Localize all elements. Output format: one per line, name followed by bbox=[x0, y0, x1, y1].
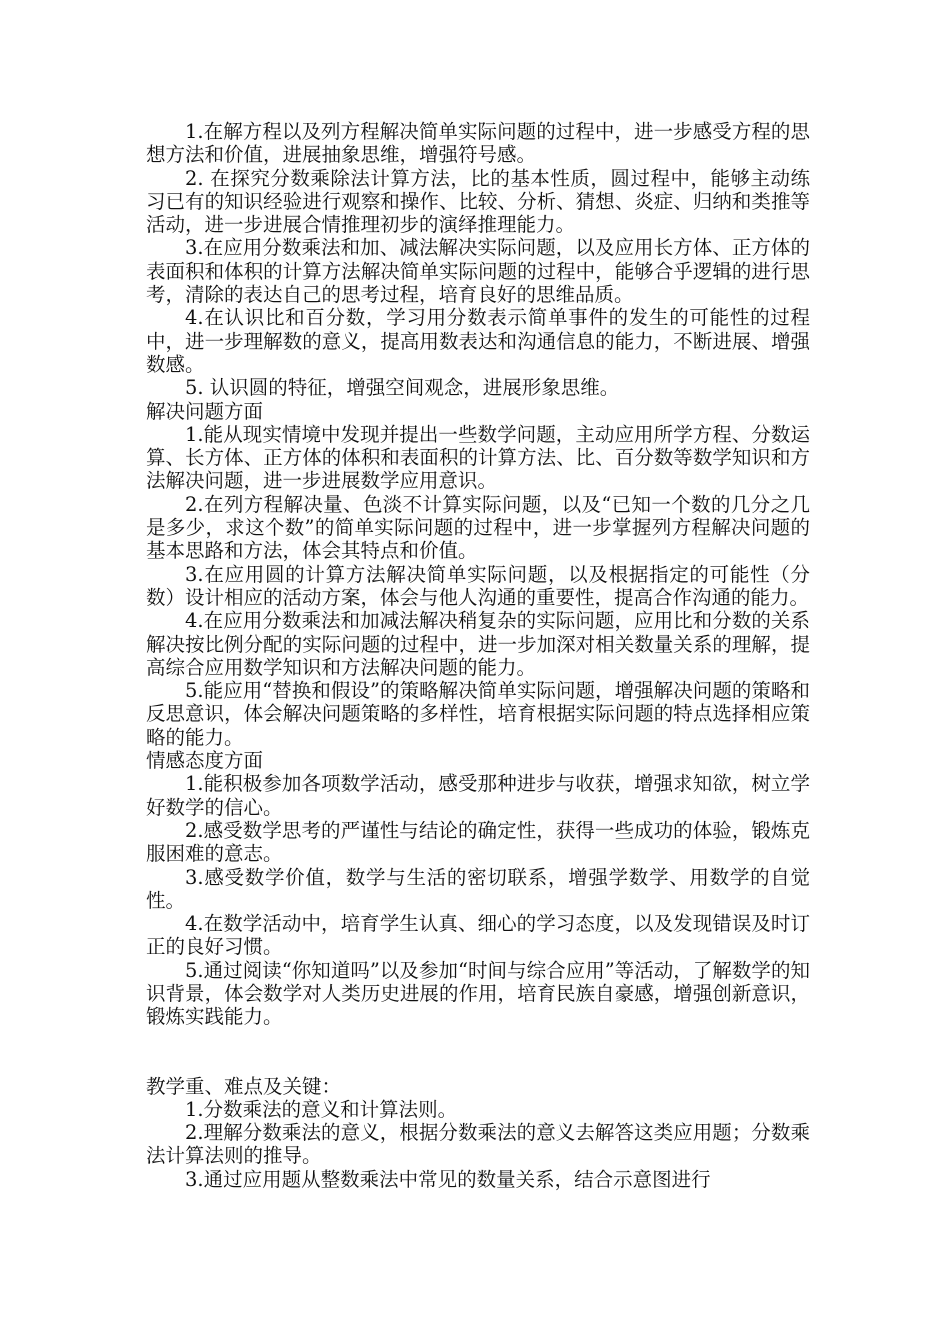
key-points-section bbox=[146, 1075, 810, 1191]
problem-solving-section bbox=[146, 400, 810, 749]
section-heading: 教学重、难点及关键： bbox=[146, 1074, 342, 1098]
paragraph: 1.能积极参加各项数学活动，感受那种进步与收获，增强求知欲，树立学好数学的信心。 bbox=[146, 772, 810, 819]
paragraph: 5.通过阅读“你知道吗”以及参加“时间与综合应用”等活动，了解数学的知识背景，体会数学对人类历史进展的作用，培育民族自豪感，增强创新意识，锻炼实践能力。 bbox=[146, 958, 810, 1029]
paragraph: 4.在认识比和百分数，学习用分数表示简单事件的发生的可能性的过程中，进一步理解数的意义，提高用数表达和沟通信息的能力，不断进展、增强数感。 bbox=[146, 306, 810, 376]
paragraph: 3.通过应用题从整数乘法中常见的数量关系，结合示意图进行 bbox=[185, 1167, 711, 1191]
blank-line bbox=[146, 1029, 810, 1075]
paragraph: 1.在解方程以及列方程解决简单实际问题的过程中，进一步感受方程的思想方法和价值，进展抽象思维，增强符号感。 bbox=[146, 120, 810, 167]
paragraph: 5.能应用“替换和假设”的策略解决简单实际问题，增强解决问题的策略和反思意识，体会解决问题策略的多样性，培育根据实际问题的特点选择相应策略的能力。 bbox=[146, 679, 810, 749]
section-heading: 情感态度方面 bbox=[146, 749, 264, 773]
paragraph: 4.在数学活动中，培育学生认真、细心的学习态度，以及发现错误及时订正的良好习惯。 bbox=[146, 912, 810, 959]
paragraph: 3.感受数学价值，数学与生活的密切联系，增强学数学、用数学的自觉性。 bbox=[146, 865, 810, 912]
paragraph: 3.在应用圆的计算方法解决简单实际问题，以及根据指定的可能性（分数）设计相应的活动方案，体会与他人沟通的重要性，提高合作沟通的能力。 bbox=[146, 562, 810, 609]
emotion-attitude-section bbox=[146, 749, 810, 1029]
paragraph: 2.理解分数乘法的意义，根据分数乘法的意义去解答这类应用题；分数乘法计算法则的推导。 bbox=[146, 1121, 810, 1168]
document-page bbox=[146, 120, 810, 1191]
paragraph: 2. 在探究分数乘除法计算方法，比的基本性质，圆过程中，能够主动练习已有的知识经验进行观察和操作、比较、分析、猜想、炎症、归纳和类推等活动，进一步进展合情推理初步的演绎推理能力。 bbox=[146, 166, 810, 237]
paragraph: 1.能从现实情境中发现并提出一些数学问题，主动应用所学方程、分数运算、长方体、正方体的体积和表面积的计算方法、比、百分数等数学知识和方法解决问题，进一步进展数学应用意识。 bbox=[146, 422, 810, 493]
paragraph: 2.感受数学思考的严谨性与结论的确定性，获得一些成功的体验，锻炼克服困难的意志。 bbox=[146, 818, 810, 866]
math-thinking-section bbox=[146, 120, 810, 400]
paragraph: 3.在应用分数乘法和加、减法解决实际问题，以及应用长方体、正方体的表面积和体积的计算方法解决简单实际问题的过程中，能够合乎逻辑的进行思考，清除的表达自己的思考过程，培育良好的思维品质。 bbox=[146, 236, 810, 307]
section-heading: 解决问题方面 bbox=[146, 399, 264, 423]
paragraph: 4.在应用分数乘法和加减法解决稍复杂的实际问题，应用比和分数的关系解决按比例分配的实际问题的过程中，进一步加深对相关数量关系的理解，提高综合应用数学知识和方法解决问题的能力。 bbox=[146, 609, 810, 679]
paragraph: 1.分数乘法的意义和计算法则。 bbox=[185, 1097, 458, 1121]
paragraph: 5. 认识圆的特征，增强空间观念，进展形象思维。 bbox=[185, 376, 620, 400]
paragraph: 2.在列方程解决量、色淡不计算实际问题，以及“已知一个数的几分之几是多少，求这个数”的简单实际问题的过程中，进一步掌握列方程解决问题的基本思路和方法，体会其特点和价值。 bbox=[146, 492, 810, 563]
